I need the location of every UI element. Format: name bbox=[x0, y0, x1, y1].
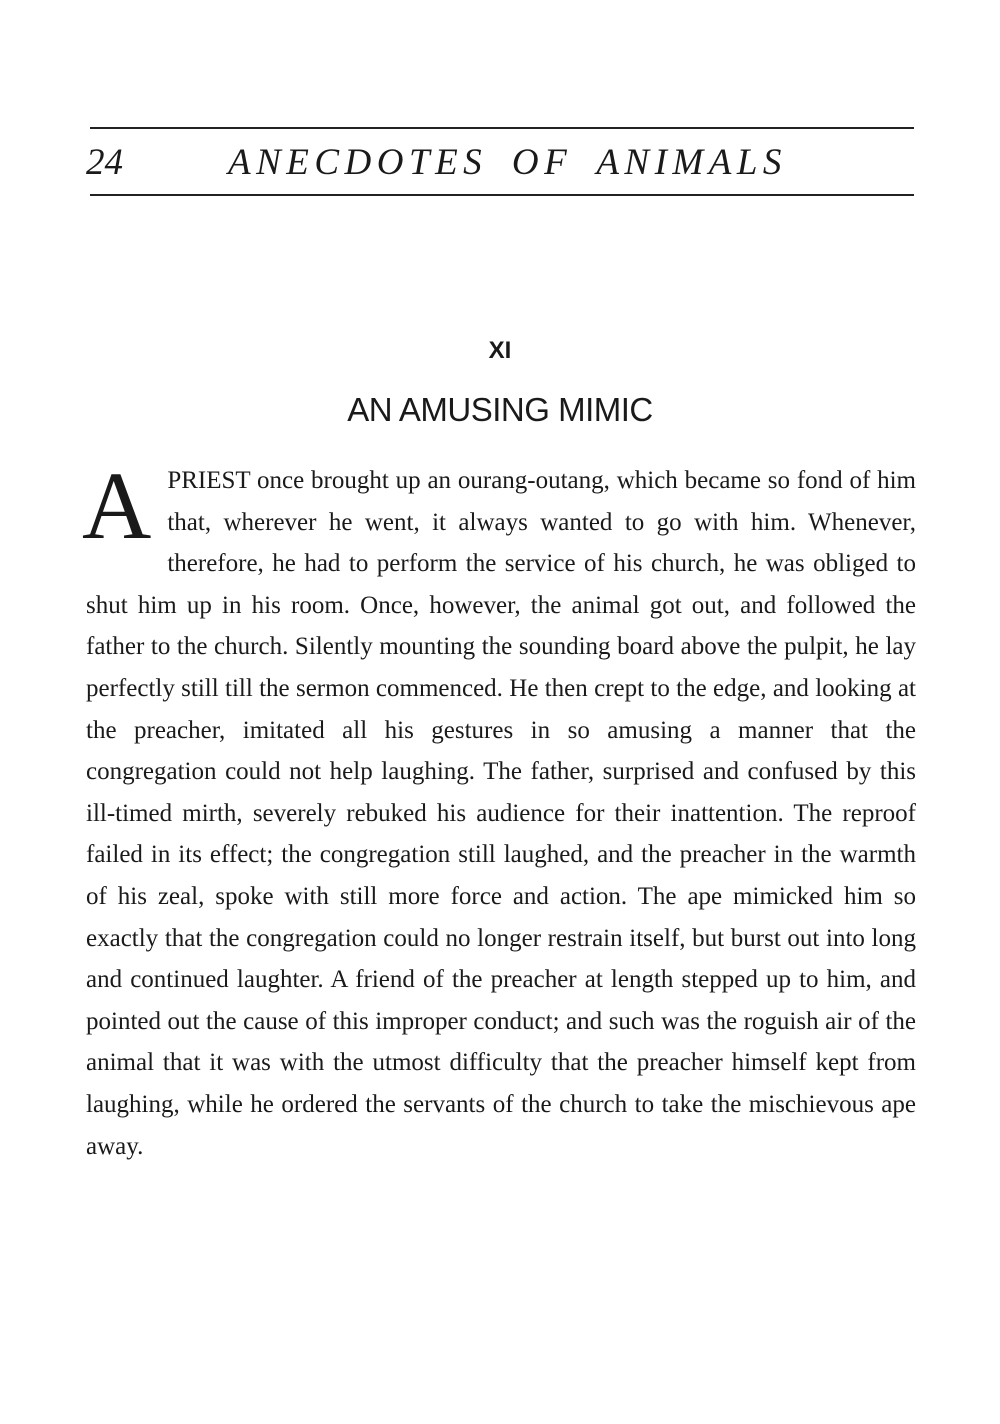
drop-cap: A bbox=[82, 452, 152, 559]
page-number: 24 bbox=[86, 142, 123, 183]
running-head bbox=[86, 138, 916, 188]
book-title: ANECDOTES OF ANIMALS bbox=[228, 142, 787, 183]
chapter-title: AN AMUSING MIMIC bbox=[347, 391, 653, 428]
header-top-rule bbox=[90, 127, 914, 129]
story-paragraph bbox=[82, 452, 916, 1167]
story-text: PRIEST once brought up an ourang-outang, which became so fond of him that, wherever he went, it always wanted to go with him. Whenever, therefore, he had to perform the service of his church, he was obliged to shut him up in his room. Once, however, the animal got out, and followed the father to the church. Silently mounting the sounding board above the pulpit, he lay perfectly still till the sermon commenced. He then crept to the edge, and looking at the preacher, imitated all his gestures in so amusing a manner that the congregation could not help laughing. The father, surprised and confused by this ill-timed mirth, severely rebuked his audience for their inattention. The reproof failed in its effect; the congregation still laughed, and the preacher in the warmth of his zeal, spoke with still more force and action. The ape mimicked him so exactly that the congregation could no longer restrain itself, but burst out into long and continued laughter. A friend of the preacher at length stepped up to him, and pointed out the cause of this improper conduct; and such was the roguish air of the animal that it was with the utmost difficulty that the preacher himself kept from laughing, while he ordered the servants of the church to take the mischievous ape away. bbox=[86, 467, 916, 1160]
header-bottom-rule bbox=[90, 194, 914, 196]
chapter-number: XI bbox=[488, 337, 512, 364]
